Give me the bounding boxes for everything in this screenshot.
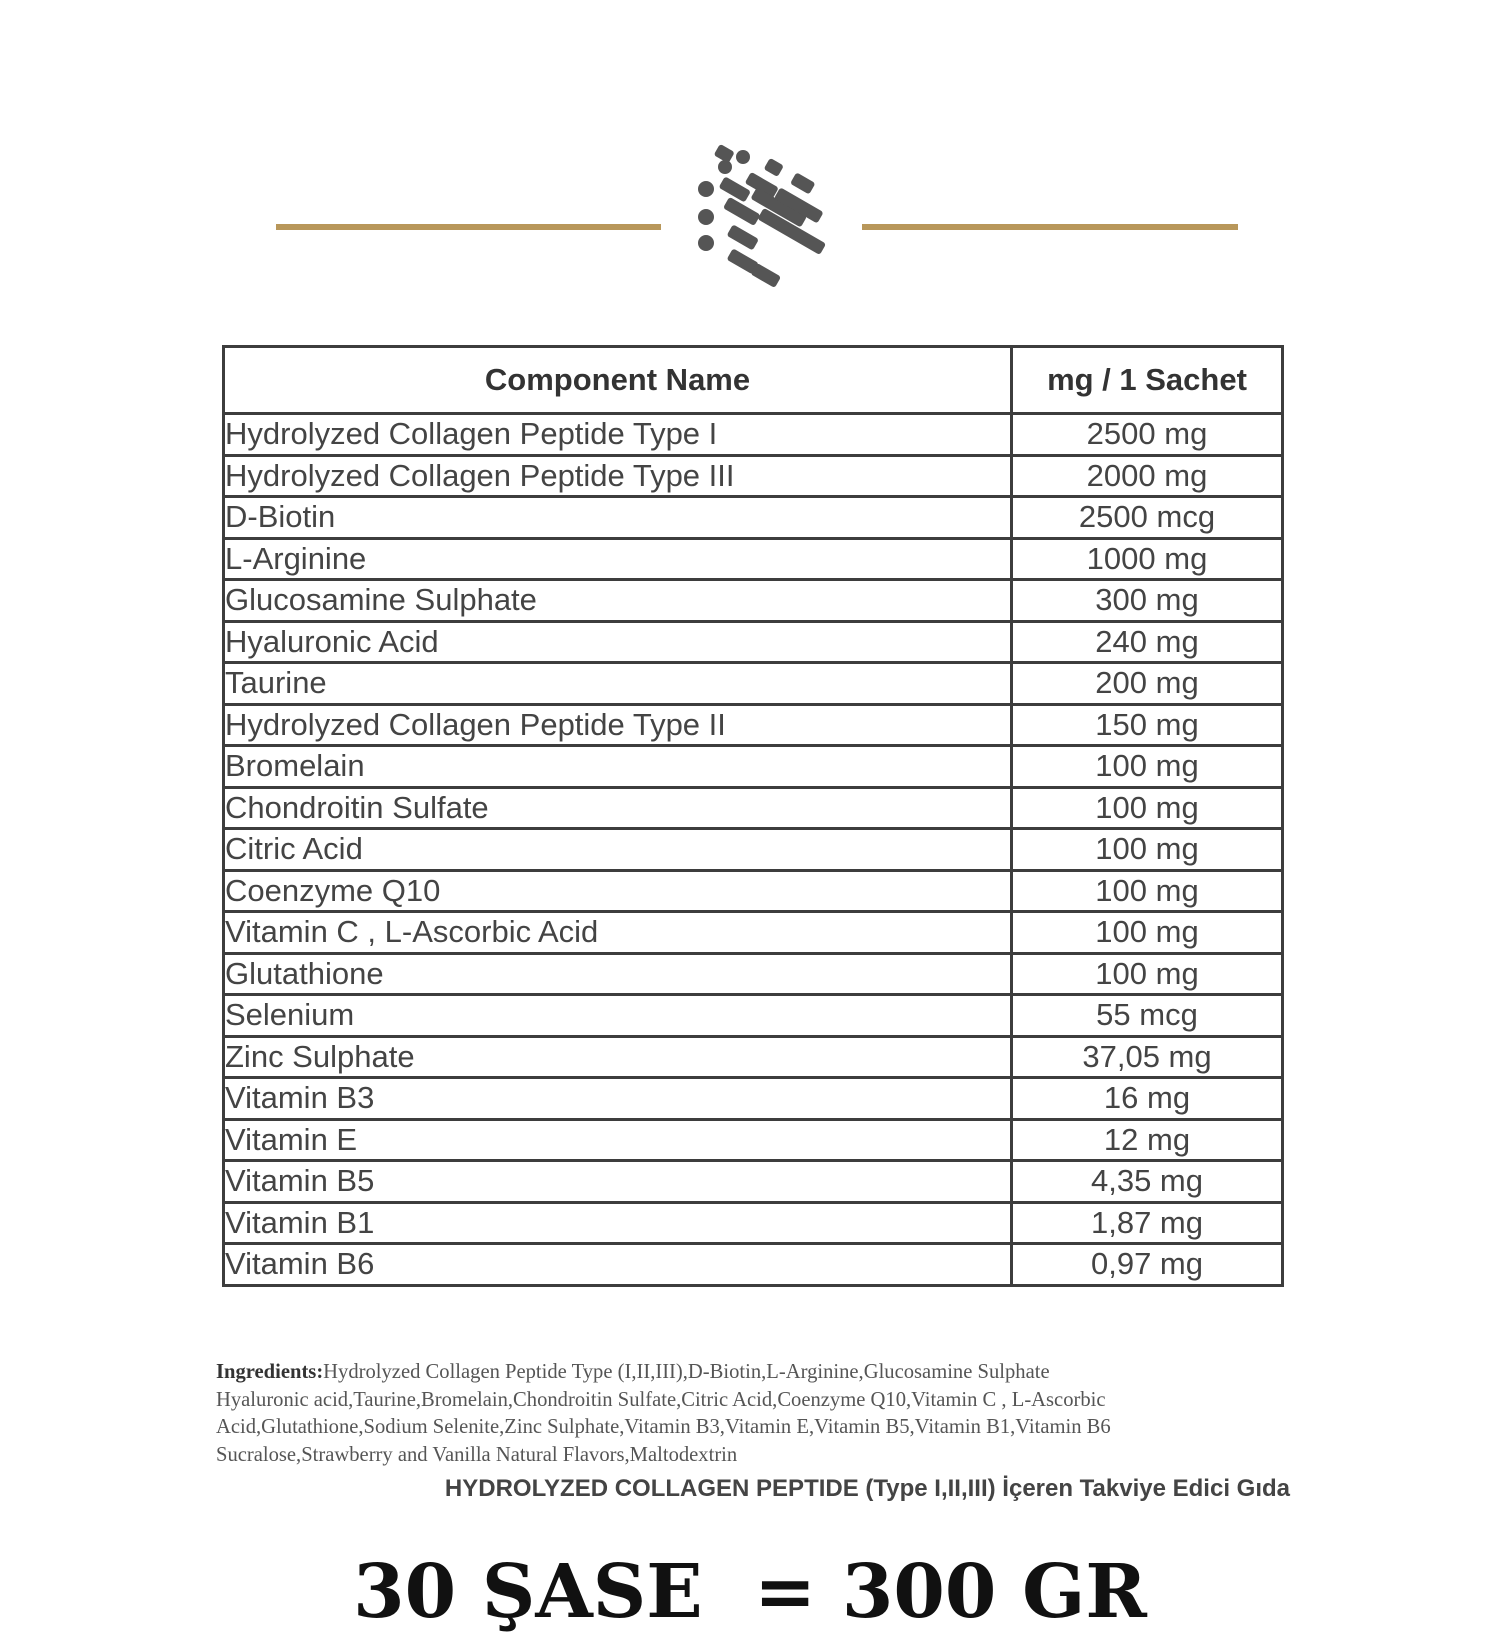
component-name-cell: Bromelain: [224, 746, 1012, 788]
table-row: [224, 1036, 1283, 1078]
component-name-cell: Hydrolyzed Collagen Peptide Type II: [224, 704, 1012, 746]
ingredients-line: Acid,Glutathione,Sodium Selenite,Zinc Sulphate,Vitamin B3,Vitamin E,Vitamin B5,Vitamin B1,Vitamin B6: [216, 1416, 1111, 1438]
component-name-cell: Hydrolyzed Collagen Peptide Type I: [224, 414, 1012, 456]
ingredients-label: Ingredients:: [216, 1361, 324, 1383]
package-quantity: 30 ŞASE = 300 GR: [353, 1549, 1147, 1635]
amount-cell: 100 mg: [1012, 829, 1283, 871]
amount-cell: 0,97 mg: [1012, 1244, 1283, 1286]
component-name-cell: Vitamin E: [224, 1119, 1012, 1161]
table-row: [224, 414, 1283, 456]
component-name-cell: Coenzyme Q10: [224, 870, 1012, 912]
table-row: [224, 621, 1283, 663]
table-header-row: [224, 347, 1283, 414]
table-row: [224, 1244, 1283, 1286]
ingredients-line: Hydrolyzed Collagen Peptide Type (I,II,III),D-Biotin,L-Arginine,Glucosamine Sulphate: [323, 1361, 1050, 1383]
amount-cell: 12 mg: [1012, 1119, 1283, 1161]
component-name-cell: Vitamin B5: [224, 1161, 1012, 1203]
amount-cell: 200 mg: [1012, 663, 1283, 705]
amount-cell: 1,87 mg: [1012, 1202, 1283, 1244]
ingredients-line: Sucralose,Strawberry and Vanilla Natural Flavors,Maltodextrin: [216, 1443, 738, 1466]
amount-cell: 150 mg: [1012, 704, 1283, 746]
amount-cell: 100 mg: [1012, 746, 1283, 788]
amount-cell: 2000 mg: [1012, 455, 1283, 497]
table-row: [224, 1119, 1283, 1161]
component-name-cell: Vitamin C , L-Ascorbic Acid: [224, 912, 1012, 954]
amount-cell: 4,35 mg: [1012, 1161, 1283, 1203]
component-name-cell: Vitamin B1: [224, 1202, 1012, 1244]
amount-cell: 2500 mg: [1012, 414, 1283, 456]
amount-cell: 55 mcg: [1012, 995, 1283, 1037]
component-name-cell: Zinc Sulphate: [224, 1036, 1012, 1078]
amount-cell: 100 mg: [1012, 912, 1283, 954]
table-row: [224, 1202, 1283, 1244]
ingredients-text: [216, 1359, 1296, 1469]
decorative-line-right: [862, 224, 1238, 230]
table-row: [224, 829, 1283, 871]
component-name-cell: Taurine: [224, 663, 1012, 705]
brand-logo-icon: [692, 143, 837, 303]
table-row: [224, 704, 1283, 746]
amount-cell: 100 mg: [1012, 787, 1283, 829]
table-body: [224, 414, 1283, 1286]
table-row: [224, 995, 1283, 1037]
component-name-cell: Vitamin B3: [224, 1078, 1012, 1120]
decorative-line-left: [276, 224, 661, 230]
nutrition-table: [222, 345, 1284, 1287]
table-row: [224, 663, 1283, 705]
component-name-cell: Hyaluronic Acid: [224, 621, 1012, 663]
amount-cell: 37,05 mg: [1012, 1036, 1283, 1078]
component-name-cell: D-Biotin: [224, 497, 1012, 539]
table-row: [224, 912, 1283, 954]
column-header-amount: mg / 1 Sachet: [1012, 347, 1283, 414]
amount-cell: 16 mg: [1012, 1078, 1283, 1120]
amount-cell: 300 mg: [1012, 580, 1283, 622]
table-row: [224, 1078, 1283, 1120]
product-description: HYDROLYZED COLLAGEN PEPTIDE (Type I,II,III) İçeren Takviye Edici Gıda: [444, 1475, 1290, 1502]
component-name-cell: L-Arginine: [224, 538, 1012, 580]
table-row: [224, 746, 1283, 788]
table-row: [224, 787, 1283, 829]
column-header-component-name: Component Name: [224, 347, 1012, 414]
table-row: [224, 497, 1283, 539]
amount-cell: 2500 mcg: [1012, 497, 1283, 539]
component-name-cell: Hydrolyzed Collagen Peptide Type III: [224, 455, 1012, 497]
component-name-cell: Chondroitin Sulfate: [224, 787, 1012, 829]
amount-cell: 100 mg: [1012, 953, 1283, 995]
component-name-cell: Vitamin B6: [224, 1244, 1012, 1286]
amount-cell: 1000 mg: [1012, 538, 1283, 580]
amount-cell: 100 mg: [1012, 870, 1283, 912]
component-name-cell: Glucosamine Sulphate: [224, 580, 1012, 622]
component-name-cell: Glutathione: [224, 953, 1012, 995]
table-row: [224, 1161, 1283, 1203]
table-row: [224, 538, 1283, 580]
amount-cell: 240 mg: [1012, 621, 1283, 663]
table-row: [224, 455, 1283, 497]
ingredients-line: Hyaluronic acid,Taurine,Bromelain,Chondroitin Sulfate,Citric Acid,Coenzyme Q10,Vitamin C , L-Ascorbic: [216, 1388, 1106, 1411]
component-name-cell: Selenium: [224, 995, 1012, 1037]
table-row: [224, 870, 1283, 912]
table-row: [224, 953, 1283, 995]
table-row: [224, 580, 1283, 622]
component-name-cell: Citric Acid: [224, 829, 1012, 871]
